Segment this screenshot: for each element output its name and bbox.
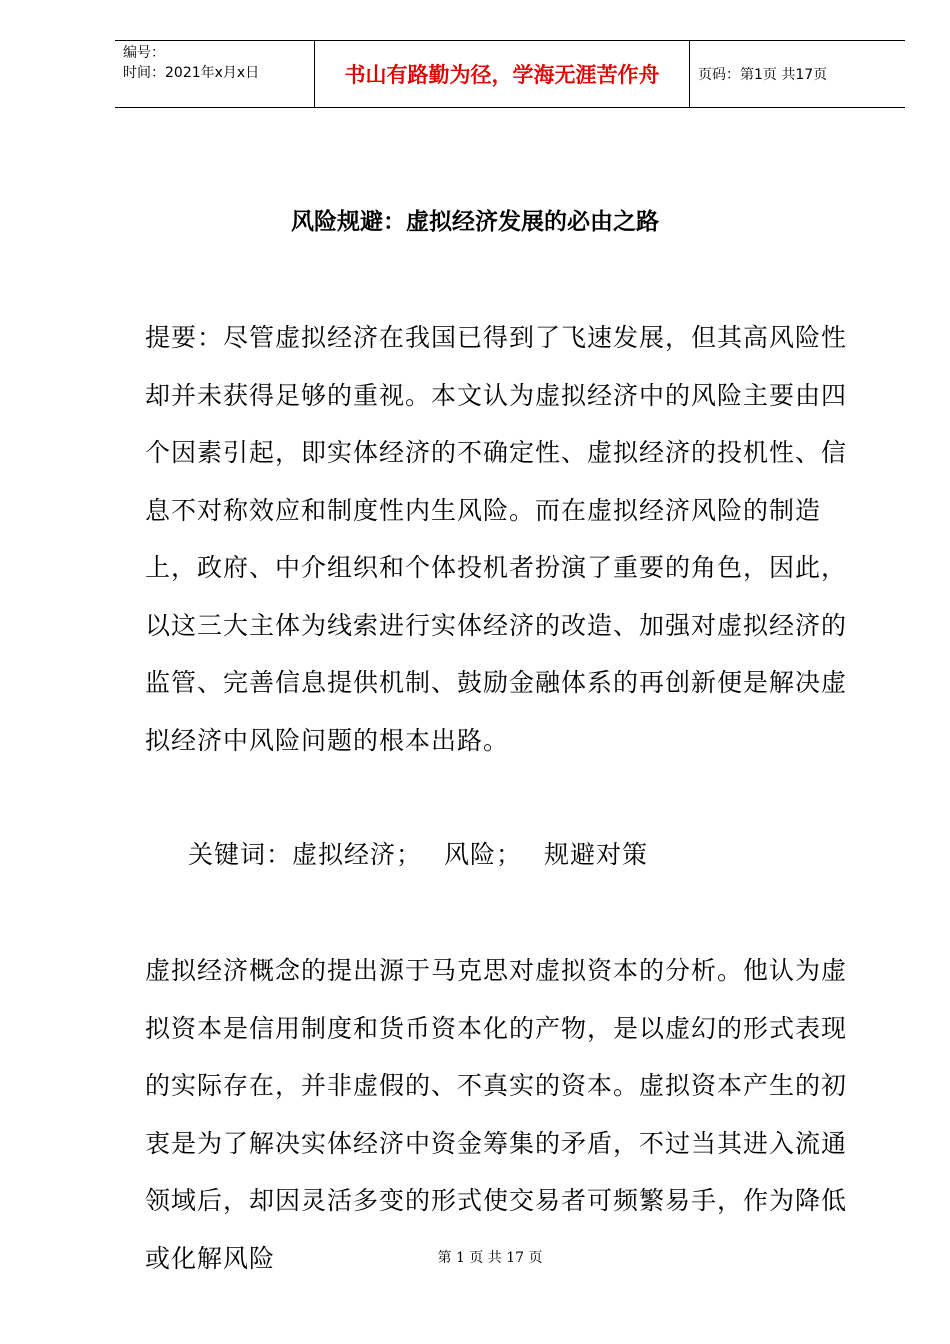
keyword-item: 风险； bbox=[444, 840, 523, 869]
time-label: 时间：2021年x月x日 bbox=[123, 65, 260, 81]
abstract-paragraph: 提要：尽管虚拟经济在我国已得到了飞速发展，但其高风险性却并未获得足够的重视。本文认为虚拟经济中的风险主要由四个因素引起，即实体经济的不确定性、虚拟经济的投机性、信息不对称效应和制度性内生风险。而在虚拟经济风险的制造上，政府、中介组织和个体投机者扮演了重要的角色，因此，以这三大主体为线索进行实体经济的改造、加强对虚拟经济的监管、完善信息提供机制、鼓励金融体系的再创新便是解决虚拟经济中风险问题的根本出路。 bbox=[145, 323, 848, 755]
header-meta bbox=[115, 41, 315, 107]
keywords-label: 关键词： bbox=[188, 840, 293, 869]
header-page-code: 页码：第1页 共17页 bbox=[698, 67, 828, 83]
document-title: 风险规避：虚拟经济发展的必由之路 bbox=[291, 209, 659, 235]
keywords-line bbox=[188, 826, 908, 884]
body-paragraph: 虚拟经济概念的提出源于马克思对虚拟资本的分析。他认为虚拟资本是信用制度和货币资本化的产物，是以虚幻的形式表现的实际存在，并非虚假的、不真实的资本。虚拟资本产生的初衷是为了解决实体经济中资金筹集的矛盾，不过当其进入流通领域后，却因灵活多变的形式使交易者可频繁易手，作为降低或化解风险 bbox=[145, 956, 848, 1273]
header-motto: 书山有路勤为径，学海无涯苦作舟 bbox=[315, 41, 690, 107]
keyword-item: 规避对策 bbox=[544, 840, 649, 869]
keyword-item: 虚拟经济； bbox=[292, 840, 423, 869]
page-footer: 第 1 页 共 17 页 bbox=[437, 1250, 543, 1266]
document-header bbox=[115, 40, 905, 108]
serial-label: 编号： bbox=[123, 45, 165, 61]
